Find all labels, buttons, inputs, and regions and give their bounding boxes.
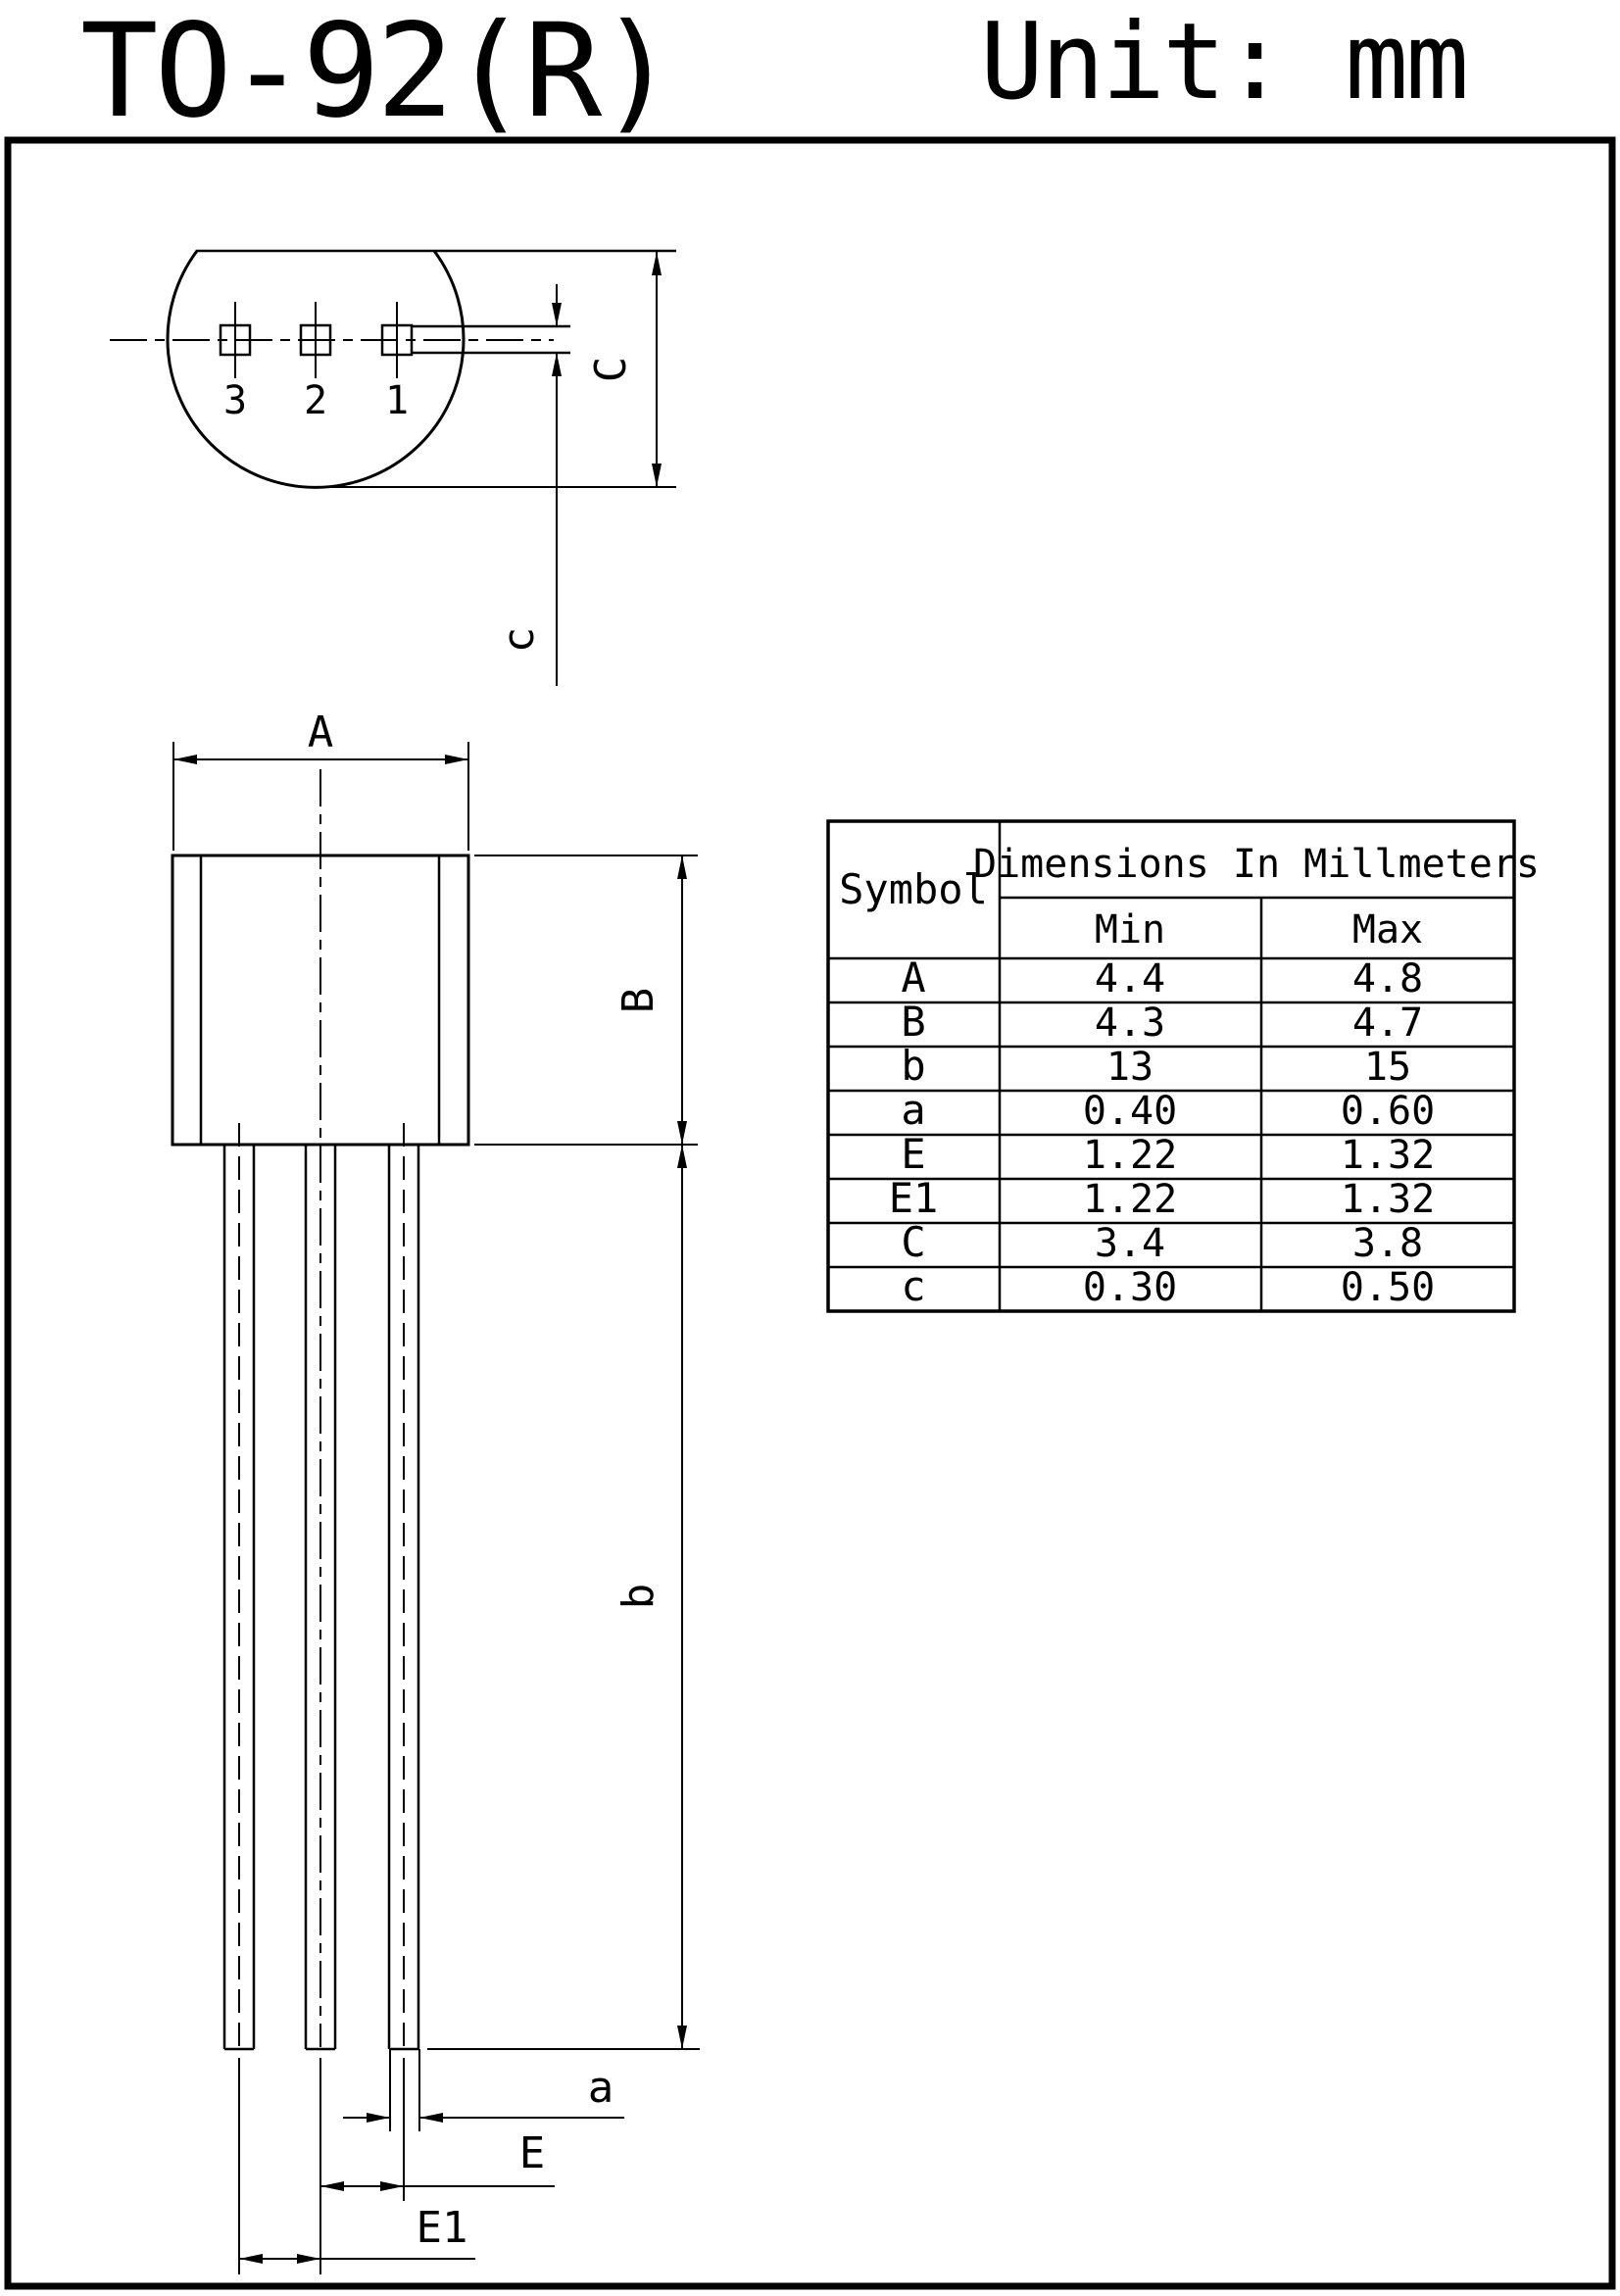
row-symbol: E — [901, 1130, 926, 1178]
row-max: 1.32 — [1340, 1133, 1436, 1178]
row-symbol: E1 — [888, 1174, 939, 1222]
unit-label: Unit: mm — [980, 1, 1467, 123]
dim-c-label: c — [494, 626, 544, 654]
table-row — [901, 1262, 1435, 1310]
table-row — [901, 1086, 1435, 1134]
front-view — [172, 708, 700, 2274]
table-header-min: Min — [1094, 907, 1166, 953]
row-min: 13 — [1105, 1045, 1154, 1090]
row-max: 0.60 — [1340, 1089, 1436, 1134]
dimensions-table — [828, 821, 1540, 1311]
table-row — [901, 998, 1423, 1046]
table-header-symbol: Symbol — [839, 865, 988, 913]
row-min: 0.40 — [1082, 1089, 1178, 1134]
row-symbol: a — [901, 1086, 926, 1134]
row-min: 4.3 — [1094, 1001, 1166, 1046]
dimension-b — [427, 1145, 700, 2049]
dimension-C — [316, 252, 676, 487]
dimension-E1 — [239, 2203, 475, 2264]
row-min: 1.22 — [1082, 1177, 1178, 1222]
row-max: 0.50 — [1340, 1265, 1436, 1310]
row-max: 4.7 — [1351, 1001, 1424, 1046]
dim-a-label: a — [587, 2063, 614, 2113]
dim-A-label: A — [307, 708, 334, 757]
pin-1-label: 1 — [384, 378, 410, 423]
dim-B-label: B — [614, 987, 663, 1014]
pin-2-label: 2 — [303, 378, 328, 423]
row-symbol: A — [901, 953, 926, 1001]
table-row — [889, 1174, 1435, 1222]
dim-b-label: b — [614, 1583, 663, 1610]
table-row — [901, 1218, 1423, 1266]
dim-C-label: C — [586, 356, 636, 383]
row-max: 15 — [1363, 1045, 1412, 1090]
dimension-a — [343, 2049, 624, 2131]
row-min: 3.4 — [1094, 1221, 1166, 1266]
row-min: 4.4 — [1094, 956, 1166, 1001]
top-view — [110, 251, 676, 686]
row-min: 1.22 — [1082, 1133, 1178, 1178]
table-row — [901, 1130, 1435, 1178]
row-symbol: B — [901, 998, 926, 1046]
dimension-E — [239, 2058, 555, 2274]
page-title: TO-92(R) — [80, 0, 672, 147]
row-max: 1.32 — [1340, 1177, 1436, 1222]
dim-E1-label: E1 — [416, 2203, 468, 2253]
dim-E-label: E — [518, 2128, 546, 2178]
dimension-B — [474, 855, 698, 1145]
dimension-c — [494, 284, 562, 686]
table-row — [901, 953, 1423, 1001]
row-max: 4.8 — [1351, 956, 1424, 1001]
table-header-dimensions: Dimensions In Millmeters — [973, 842, 1540, 887]
table-row — [901, 1042, 1411, 1090]
row-min: 0.30 — [1082, 1265, 1178, 1310]
table-header-max: Max — [1351, 907, 1424, 953]
row-symbol: b — [901, 1042, 926, 1090]
row-max: 3.8 — [1351, 1221, 1424, 1266]
pin-3-label: 3 — [222, 378, 248, 423]
row-symbol: c — [901, 1262, 926, 1310]
row-symbol: C — [901, 1218, 926, 1266]
